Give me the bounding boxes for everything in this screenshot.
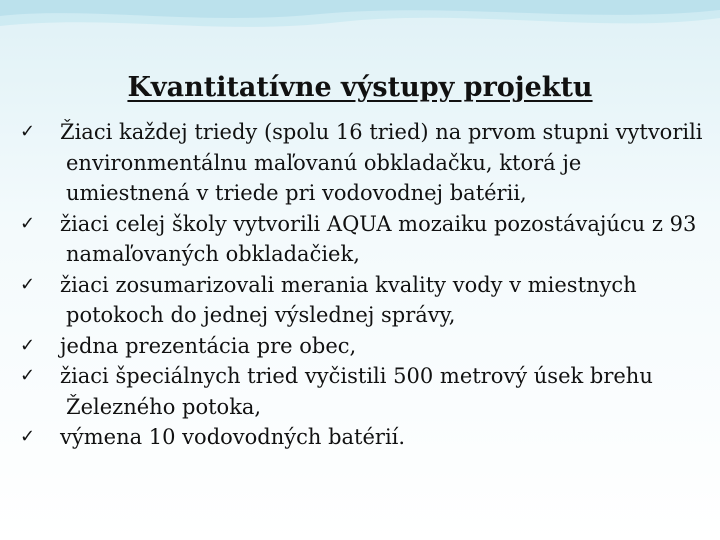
bullet-text: žiaci zosumarizovali merania kvality vody v miestnych potokoch do jednej výslednej správy, <box>60 272 637 327</box>
checkmark-icon: ✓ <box>20 273 36 295</box>
bullet-list <box>20 117 710 453</box>
bullet-text: výmena 10 vodovodných batérií. <box>60 425 406 449</box>
list-item <box>20 209 710 270</box>
checkmark-icon: ✓ <box>20 365 36 386</box>
checkmark-icon: ✓ <box>20 334 36 356</box>
list-item <box>20 117 710 209</box>
checkmark-icon: ✓ <box>20 212 36 234</box>
slide-title: Kvantitatívne výstupy projektu <box>127 72 593 103</box>
bullet-text: žiaci celej školy vytvorili AQUA mozaiku pozostávajúcu z 93 namaľovaných obkladačiek, <box>60 211 697 266</box>
bullet-text: jedna prezentácia pre obec, <box>60 333 357 358</box>
list-item <box>20 361 710 422</box>
bullet-text: Žiaci každej triedy (spolu 16 tried) na prvom stupni vytvorili environmentálnu maľovanú obkladačku, ktorá je umiestnená v triede pri vodovodnej batérii, <box>60 120 703 205</box>
decorative-wave-header <box>0 0 720 80</box>
checkmark-icon: ✓ <box>20 426 36 447</box>
checkmark-icon: ✓ <box>20 121 36 142</box>
bullet-text: žiaci špeciálnych tried vyčistili 500 metrový úsek brehu Železného potoka, <box>60 364 653 419</box>
list-item <box>20 422 710 453</box>
list-item <box>20 270 710 331</box>
list-item <box>20 331 710 362</box>
